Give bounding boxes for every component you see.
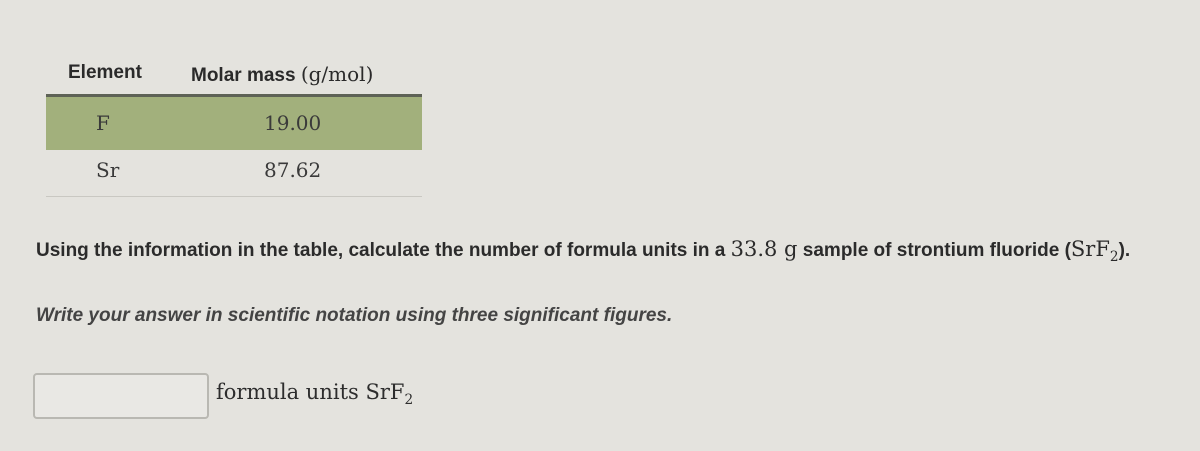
row-molar-mass: 87.62 <box>264 158 322 182</box>
table-row <box>46 150 422 197</box>
answer-input-box[interactable] <box>33 373 209 419</box>
formula: SrF$_2$ <box>1070 237 1119 266</box>
molar-mass-table <box>46 56 422 197</box>
row-element: Sr <box>96 158 120 182</box>
sample-mass: 33.8 g <box>730 237 798 261</box>
answer-unit-label: formula units SrF$_2$ <box>216 380 414 409</box>
instruction-text: Write your answer in scientific notation using three significant figures. <box>36 305 673 326</box>
row-element: F <box>96 111 110 135</box>
header-molar-mass: Molar mass (g/mol) <box>191 62 374 86</box>
question-text: Using the information in the table, calculate the number of formula units in a 33.8 g sample of strontium fluoride (SrF$_2$). <box>36 237 1131 266</box>
header-element: Element <box>68 62 142 83</box>
table-row <box>46 94 422 150</box>
row-molar-mass: 19.00 <box>264 111 322 135</box>
header-molar-mass-unit: (g/mol) <box>300 62 374 86</box>
answer-input[interactable] <box>35 375 207 417</box>
table-header <box>46 56 422 94</box>
